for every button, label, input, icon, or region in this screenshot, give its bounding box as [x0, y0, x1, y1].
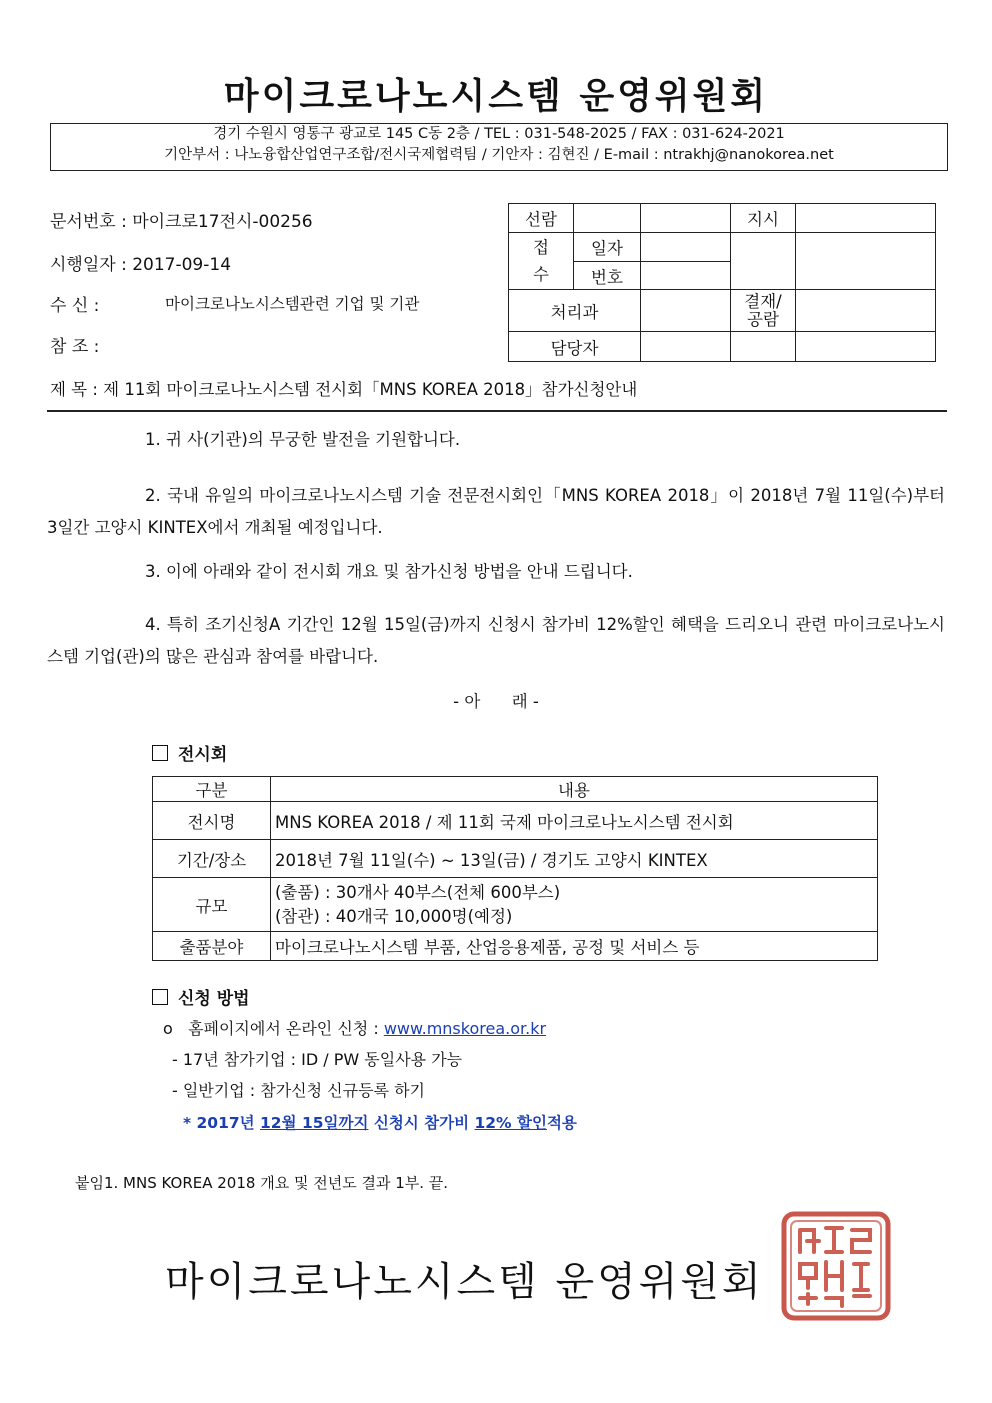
contact-line: 기안부서 : 나노융합산업연구조합/전시국제협력팀 / 기안자 : 김현진 / E-mail : ntrakhj@nanokorea.net: [164, 147, 834, 163]
approval-jeopsu: 접 수: [509, 233, 574, 290]
issue-date: 시행일자 : 2017-09-14: [50, 255, 232, 275]
discount-note: * 2017년 12월 15일까지 신청시 참가비 12% 할인적용: [183, 1114, 577, 1132]
approval-jisi: 지시: [731, 204, 796, 233]
approval-damdangja: 담당자: [509, 332, 641, 362]
table-row: 출품분야 마이크로나노시스템 부품, 산업응용제품, 공정 및 서비스 등: [153, 932, 878, 961]
checkbox-square-icon: [152, 745, 168, 761]
address-box: [50, 123, 948, 171]
approval-ilja: 일자: [574, 233, 641, 262]
paragraph-4: 4. 특히 조기신청A 기간인 12월 15일(금)까지 신청시 참가비 12%할인 혜택을 드리오니 관련 마이크로나노시스템 기업(관)의 많은 관심과 참여를 바랍니다.: [47, 615, 945, 666]
table-row: 규모 (출품) : 30개사 40부스(전체 600부스) (참관) : 40개국 10,000명(예정): [153, 878, 878, 932]
approval-seollam: 선람: [509, 204, 574, 233]
homepage-link[interactable]: www.mnskorea.or.kr: [383, 1019, 547, 1038]
approval-beonho: 번호: [574, 262, 641, 290]
footer-organization: 마이크로나노시스템 운영위원회: [165, 1259, 764, 1305]
paragraph-1: 1. 귀 사(기관)의 무궁한 발전을 기원합니다.: [145, 430, 461, 449]
recipient-value: 마이크로나노시스템관련 기업 및 기관: [165, 295, 420, 313]
reference-label: 참 조 :: [50, 337, 100, 357]
checkbox-square-icon: [152, 989, 168, 1005]
attachment-line: 붙임1. MNS KOREA 2018 개요 및 전년도 결과 1부. 끝.: [75, 1174, 449, 1192]
application-item-1: - 17년 참가기업 : ID / PW 동일사용 가능: [172, 1050, 463, 1069]
below-heading: - 아 래 -: [453, 692, 539, 711]
exhibition-table: [152, 776, 878, 961]
doc-number: 문서번호 : 마이크로17전시-00256: [50, 212, 313, 232]
application-item-2: - 일반기업 : 참가신청 신규등록 하기: [172, 1081, 425, 1100]
divider: [47, 410, 947, 412]
exhibition-heading: 전시회: [152, 740, 227, 765]
approval-gyeoljae: 결재/ 공람: [731, 290, 796, 332]
document-title: 마이크로나노시스템 운영위원회: [223, 76, 769, 117]
application-heading: 신청 방법: [152, 984, 250, 1009]
subject-line: 제 목 : 제 11회 마이크로나노시스템 전시회「MNS KOREA 2018」참가신청안내: [50, 380, 638, 399]
approval-cheorigwa: 처리과: [509, 290, 641, 332]
online-application-line: o 홈페이지에서 온라인 신청 : www.mnskorea.or.kr: [163, 1019, 547, 1038]
approval-table: [508, 203, 936, 362]
table-row: 기간/장소 2018년 7월 11일(수) ~ 13일(금) / 경기도 고양시 KINTEX: [153, 840, 878, 878]
recipient-label: 수 신 :: [50, 296, 100, 316]
address-line: 경기 수원시 영통구 광교로 145 C동 2층 / TEL : 031-548-2025 / FAX : 031-624-2021: [213, 126, 785, 142]
official-seal-icon: [780, 1210, 892, 1322]
col-category: 구분: [153, 777, 271, 802]
paragraph-3: 3. 이에 아래와 같이 전시회 개요 및 참가신청 방법을 안내 드립니다.: [145, 562, 633, 581]
paragraph-2: 2. 국내 유일의 마이크로나노시스템 기술 전문전시회인「MNS KOREA 2018」이 2018년 7월 11일(수)부터 3일간 고양시 KINTEX에서 개최될 예정입니다.: [47, 486, 945, 537]
table-row: 전시명 MNS KOREA 2018 / 제 11회 국제 마이크로나노시스템 전시회: [153, 802, 878, 840]
col-content: 내용: [271, 777, 878, 802]
